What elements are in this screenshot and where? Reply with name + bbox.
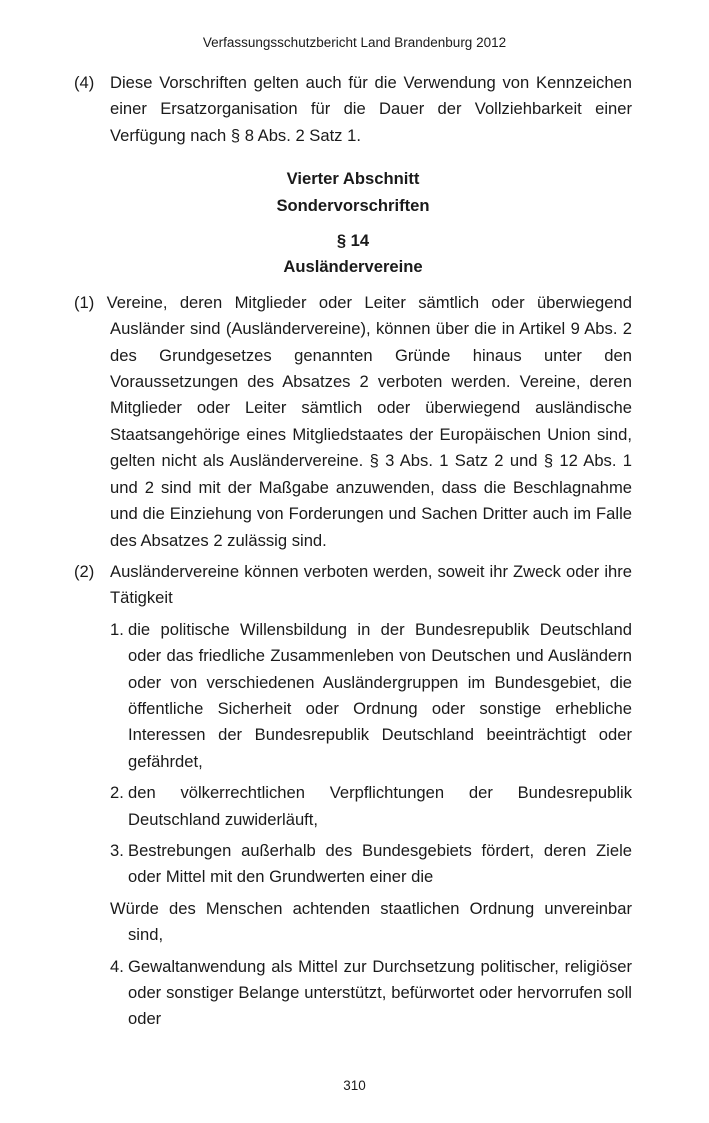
paragraph-title: Ausländervereine [283, 257, 423, 277]
enumerated-list [74, 617, 632, 1033]
page-number: 310 [343, 1078, 366, 1093]
subsection-number: (2) [74, 561, 95, 581]
section-title: Vierter Abschnitt [286, 169, 420, 189]
list-item [110, 617, 632, 775]
running-header: Verfassungsschutzbericht Land Brandenburg 2012 [202, 35, 507, 50]
list-item-text: die politische Willensbildung in der Bundesrepublik Deutschland oder das friedliche Zusammenleben von Deutschen und Ausländern oder von verschiedenen Ausländergruppen im Bundesgebiet, die öffentliche Sicherheit oder Ordnung oder sonstige erhebliche Interessen der Bundesrepublik Deutschland beeinträchtigt oder gefährdet, [128, 619, 632, 771]
list-item-number: 2. [110, 783, 124, 803]
list-item-text: Bestrebungen außerhalb des Bundesgebiets fördert, deren Ziele oder Mittel mit den Grundwerten einer die [128, 840, 632, 887]
subsection-number: (1) [74, 292, 95, 312]
list-item-text: Gewaltanwendung als Mittel zur Durchsetzung politischer, religiöser oder sonstiger Belange unterstützt, befürwortet oder hervorrufen soll oder [128, 956, 632, 1029]
list-item-number: 1. [110, 619, 124, 639]
paragraph-heading [74, 228, 632, 281]
list-item [110, 780, 632, 833]
document-body [74, 70, 632, 1038]
paragraph-symbol: § 14 [336, 231, 370, 251]
subsection-body: Vereine, deren Mitglieder oder Leiter sämtlich oder überwiegend Ausländer sind (Ausländervereine), können über die in Artikel 9 Abs. 2 des Grundgesetzes genannten Gründe hinaus unter den Voraussetzungen des Absatzes 2 verboten werden. Vereine, deren Mitglieder oder Leiter sämtlich oder überwiegend ausländische Staatsangehörige eines Mitgliedstaates der Europäischen Union sind, gelten nicht als Ausländervereine. § 3 Abs. 1 Satz 2 und § 12 Abs. 1 und 2 sind mit der Maßgabe anzuwenden, dass die Beschlagnahme und die Einziehung von Forderungen und Sachen Dritter auch im Falle des Absatzes 2 zulässig sind. [106, 292, 632, 550]
paragraph-4 [74, 70, 632, 149]
list-item [110, 954, 632, 1033]
paragraph-number: (4) [74, 73, 95, 92]
list-continuation-text: Würde des Menschen achtenden staatlichen Ordnung unvereinbar sind, [110, 898, 632, 945]
list-item-text: den völkerrechtlichen Verpflichtungen der Bundesrepublik Deutschland zuwiderläuft, [128, 783, 632, 829]
subsection-2 [74, 559, 632, 612]
list-item [110, 838, 632, 891]
subsection-1 [74, 290, 632, 554]
section-subtitle: Sondervorschriften [276, 195, 430, 215]
paragraph-text: Diese Vorschriften gelten auch für die Verwendung von Kennzeichen einer Ersatzorganisation für die Dauer der Vollziehbarkeit einer Verfügung nach § 8 Abs. 2 Satz 1. [110, 73, 632, 145]
section-heading [74, 166, 632, 219]
list-item-number: 4. [110, 956, 124, 976]
subsection-text: Ausländervereine können verboten werden, soweit ihr Zweck oder ihre Tätigkeit [110, 561, 632, 608]
subsection-text [74, 290, 632, 554]
list-item-number: 3. [110, 840, 124, 860]
